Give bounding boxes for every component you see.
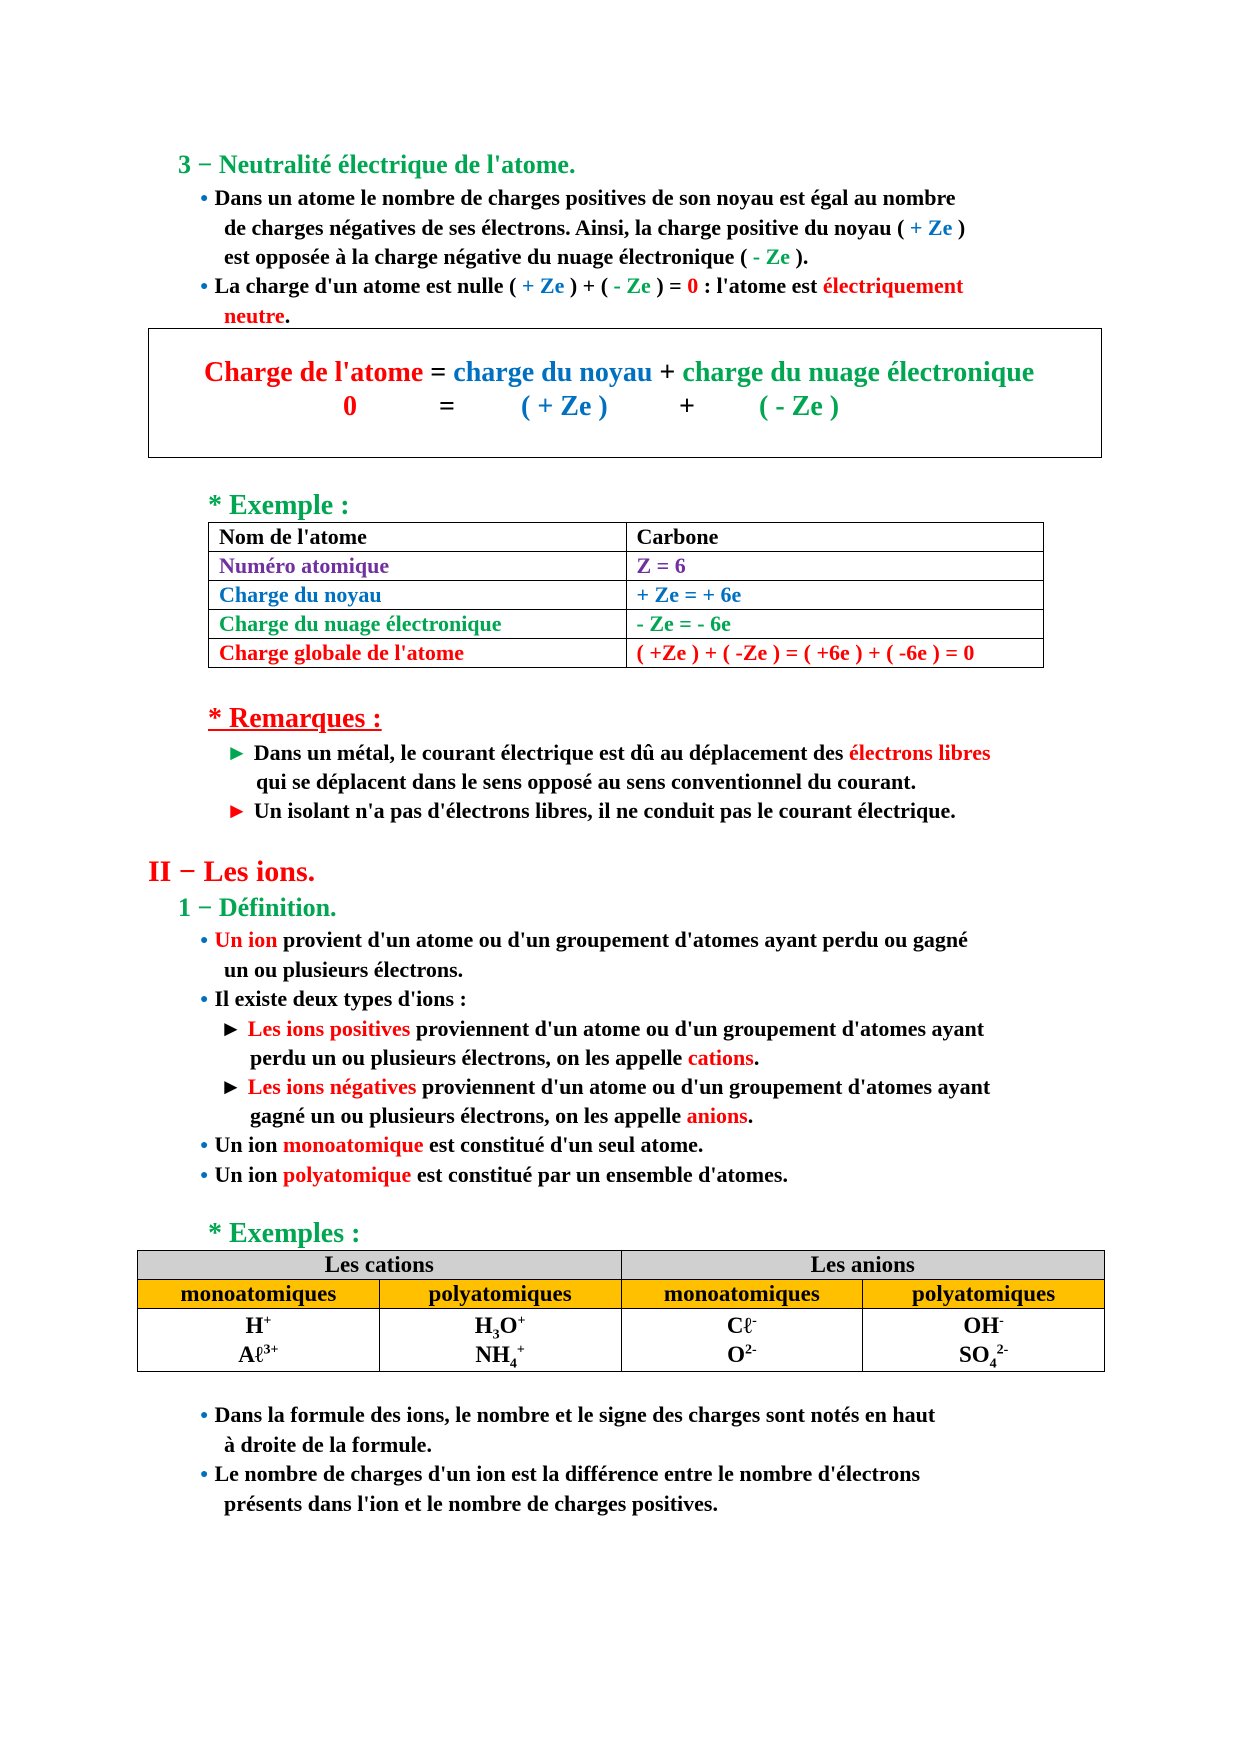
definition-text: ● Un ion provient d'un atome ou d'un groupement d'atomes ayant perdu ou gagné un ou plusieurs électrons. ● Il existe deux types d'ions : ► Les ions positives proviennent d'un atome ou d'un groupement d'atomes ayant perdu un ou plusieurs électrons, on les appelle cations. ► Les ions négatives proviennent d'un atome ou d'un groupement d'atomes ayant gagné un ou plusieurs électrons, on les appelle anions. ● Un ion monoatomique est constitué d'un seul atome. ● Un ion polyatomique est constitué par un ensemble d'atomes. (200, 927, 991, 1187)
table-row: Charge du noyau + Ze = + 6e (209, 581, 1044, 610)
cations-header: Les cations (138, 1251, 622, 1280)
formula-plus: + (679, 391, 695, 422)
mono-cations: H+ Aℓ$^{3+}$ (138, 1309, 380, 1372)
section-ii-title: II − Les ions. (148, 855, 316, 888)
anions-header: Les anions (621, 1251, 1105, 1280)
bullet-icon: ● (200, 1138, 209, 1153)
bullet-icon: ● (200, 1467, 209, 1482)
example-table (208, 522, 1044, 668)
paragraph-neutrality: ● Dans un atome le nombre de charges positives de son noyau est égal au nombre de charges négatives de ses électrons. Ainsi, la charge positive du noyau ( + Ze ) est opposée à la charge négative du nuage électronique ( - Ze ). ● La charge d'un atome est nulle ( + Ze ) + ( - Ze ) = 0 : l'atome est électriquement neutre. (200, 185, 966, 328)
final-notes: ● Dans la formule des ions, le nombre et le signe des charges sont notés en haut à droite de la formule. ● Le nombre de charges d'un ion est la différence entre le nombre d'électrons présents dans l'ion et le nombre de charges positives. (200, 1402, 936, 1516)
bullet-icon: ● (200, 191, 209, 206)
formula-line: Charge de l'atome = charge du noyau + charge du nuage électronique (204, 357, 1035, 388)
bullet-icon: ● (200, 1168, 209, 1183)
mono-anions: Cℓ- $O^{2-}$ (621, 1309, 863, 1372)
triangle-icon: ► (220, 1074, 242, 1099)
poly-anions: OH- $SO_4^{2-}$ (863, 1309, 1105, 1372)
formula-equals: = (439, 391, 455, 422)
examples-title: * Exemples : (208, 1218, 361, 1249)
remarks-list: ► Dans un métal, le courant électrique est dû au déplacement des électrons libres qui se déplacent dans le sens opposé au sens conventionnel du courant. ► Un isolant n'a pas d'électrons libres, il ne conduit pas le courant électrique. (226, 740, 991, 823)
table-row (138, 1309, 1105, 1372)
table-row (138, 1251, 1105, 1280)
poly-cations: $H_3O^+$ $NH_4^+$ (379, 1309, 621, 1372)
example-title: * Exemple : (208, 490, 350, 521)
remarks-title: * Remarques : (208, 703, 382, 734)
table-row: monoatomiques polyatomiques monoatomiques polyatomiques (138, 1280, 1105, 1309)
table-row: Charge du nuage électronique - Ze = - 6e (209, 610, 1044, 639)
triangle-icon: ► (226, 740, 248, 765)
formula-box (148, 328, 1102, 458)
table-row: Nom de l'atome Carbone (209, 523, 1044, 552)
formula-zero: 0 (343, 391, 357, 422)
ions-table (137, 1250, 1105, 1372)
section-title: 3 − Neutralité électrique de l'atome. (178, 150, 576, 179)
formula-plus-ze: ( + Ze ) (521, 391, 608, 422)
formula-minus-ze: ( - Ze ) (759, 391, 840, 422)
definition-title: 1 − Définition. (178, 893, 337, 922)
bullet-icon: ● (200, 933, 209, 948)
table-row: Charge globale de l'atome ( +Ze ) + ( -Ze ) = ( +6e ) + ( -6e ) = 0 (209, 639, 1044, 668)
table-row: Numéro atomique Z = 6 (209, 552, 1044, 581)
triangle-icon: ► (226, 798, 248, 823)
bullet-icon: ● (200, 279, 209, 294)
bullet-icon: ● (200, 992, 209, 1007)
triangle-icon: ► (220, 1016, 242, 1041)
bullet-icon: ● (200, 1408, 209, 1423)
